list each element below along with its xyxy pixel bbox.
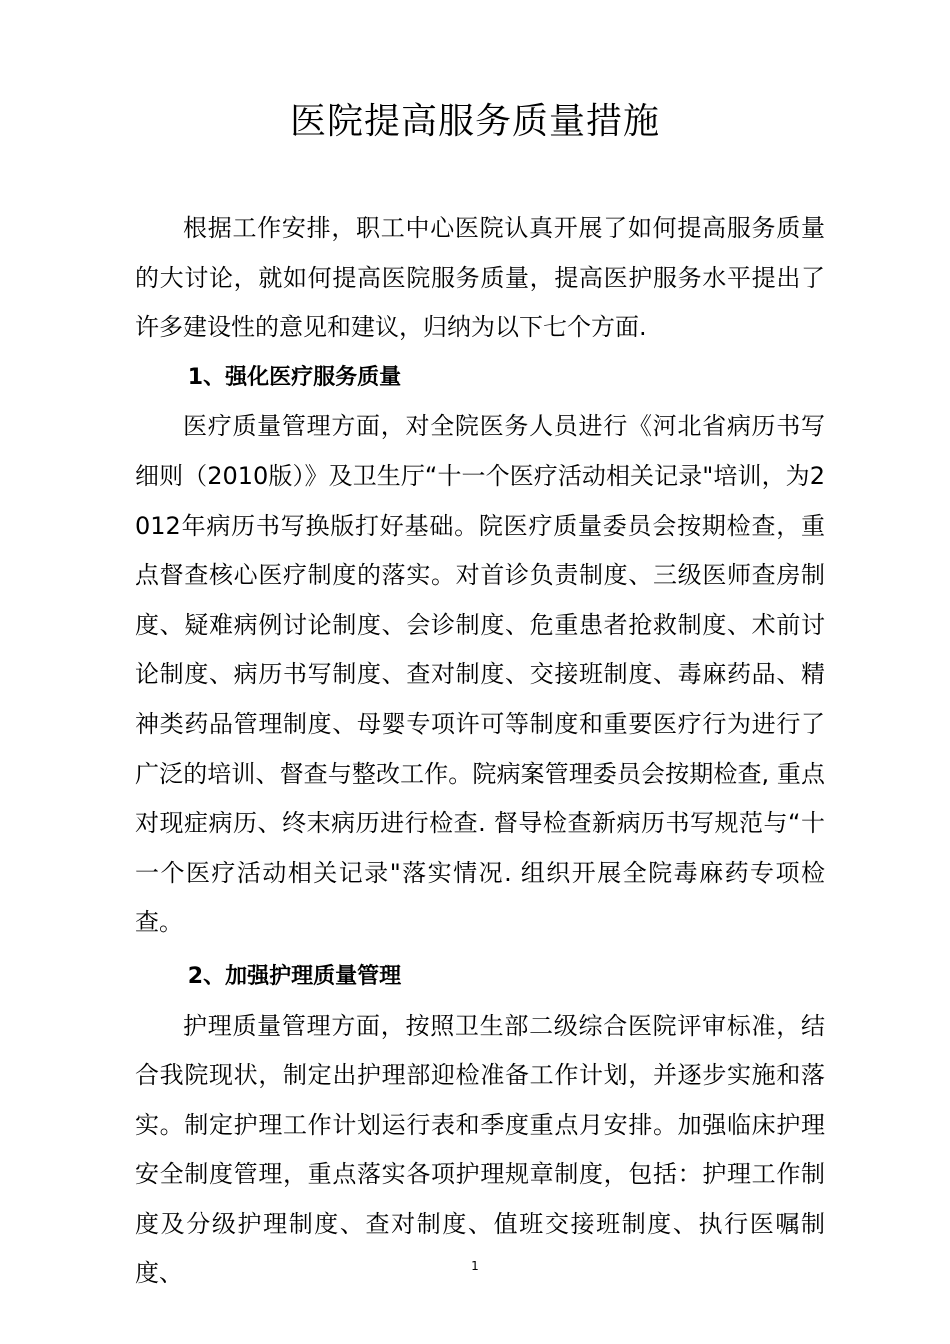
section-1-paragraph: 医疗质量管理方面，对全院医务人员进行《河北省病历书写细则（2010版）》及卫生厅“十一个医疗活动相关记录"培训，为2012年病历书写换版打好基础。院医疗质量委员会按期检查，重点督查核心医疗制度的落实。对首诊负责制度、三级医师查房制度、疑难病例讨论制度、会诊制度、危重患者抢救制度、术前讨论制度、病历书写制度、查对制度、交接班制度、毒麻药品、精神类药品管理制度、母婴专项许可等制度和重要医疗行为进行了广泛的培训、督查与整改工作。院病案管理委员会按期检查, 重点对现症病历、终末病历进行检查. 督导检查新病历书写规范与“十一个医疗活动相关记录"落实情况. 组织开展全院毒麻药专项检查。 — [135, 412, 825, 937]
section-2-paragraph: 护理质量管理方面，按照卫生部二级综合医院评审标准，结合我院现状，制定出护理部迎检准备工作计划，并逐步实施和落实。制定护理工作计划运行表和季度重点月安排。加强临床护理安全制度管理，重点落实各项护理规章制度，包括：护理工作制度及分级护理制度、查对制度、值班交接班制度、执行医嘱制度、 — [135, 1011, 825, 1288]
document-body — [135, 204, 825, 1299]
section-1-heading: 1、强化医疗服务质量 — [187, 364, 402, 390]
page-number: 1 — [471, 1259, 479, 1273]
document-title: 医院提高服务质量措施 — [289, 101, 660, 142]
section-2-heading: 2、加强护理质量管理 — [187, 963, 402, 989]
intro-paragraph: 根据工作安排，职工中心医院认真开展了如何提高服务质量的大讨论，就如何提高医院服务质量，提高医护服务水平提出了许多建设性的意见和建议，归纳为以下七个方面. — [135, 214, 825, 342]
